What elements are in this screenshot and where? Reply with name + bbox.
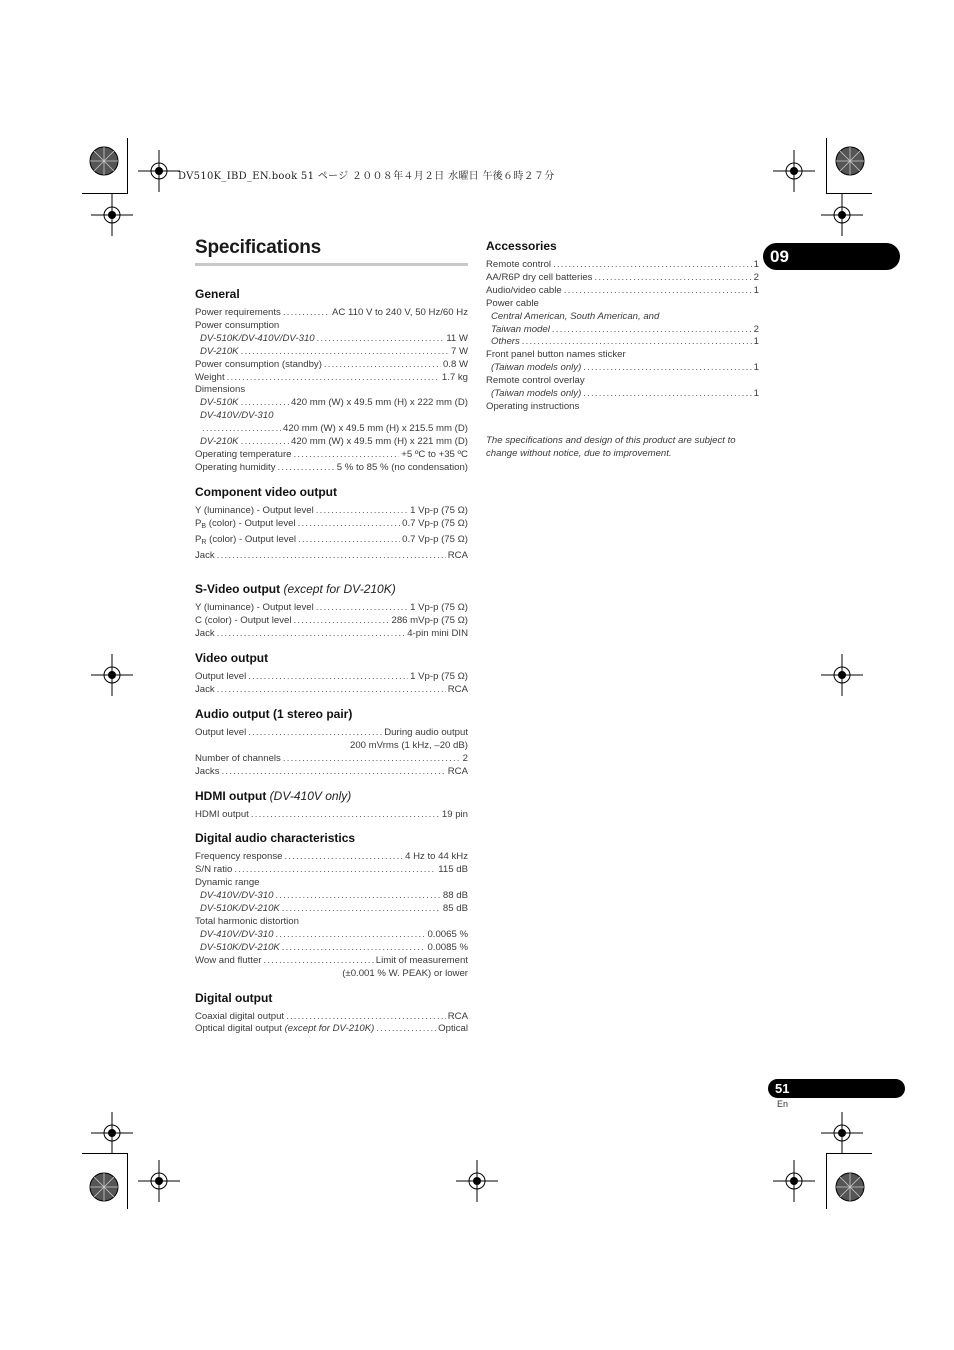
crop-line	[127, 138, 128, 194]
spec-value: 420 mm (W) x 49.5 mm (H) x 221 mm (D)	[291, 436, 468, 448]
crop-line	[127, 1153, 128, 1209]
spec-row	[195, 929, 468, 942]
spec-row	[195, 333, 468, 346]
spec-label: Coaxial digital output	[195, 1010, 285, 1022]
crosshair-mark-icon	[91, 194, 133, 236]
crop-line	[826, 138, 827, 194]
disclaimer-note: The specifications and design of this product are subject to change without notice, due to improvement.	[486, 434, 736, 460]
spec-row	[195, 766, 468, 779]
digital-audio-section	[195, 831, 468, 980]
crosshair-mark-icon	[138, 150, 180, 192]
spec-row	[486, 362, 759, 375]
spec-label: Output level	[195, 671, 247, 683]
leader-dots	[553, 259, 752, 272]
leader-dots	[241, 436, 289, 449]
model-label: DV-510K/DV-210K	[200, 941, 280, 953]
leader-dots	[284, 851, 403, 864]
spec-value: 420 mm (W) x 49.5 mm (H) x 215.5 mm (D)	[283, 423, 468, 435]
spec-value: 1	[753, 388, 759, 400]
spec-value: 7 W	[450, 345, 468, 357]
leader-dots	[248, 671, 408, 684]
section-heading: S-Video output (except for DV-210K)	[195, 582, 396, 597]
chapter-number: 09	[770, 247, 789, 266]
leader-dots	[217, 628, 405, 641]
spec-value: 19 pin	[441, 808, 468, 820]
spec-value: 2	[462, 752, 468, 764]
model-label: DV-410V/DV-310	[200, 890, 274, 902]
spec-row	[195, 449, 468, 462]
spec-row	[195, 851, 468, 864]
spec-value: RCA	[447, 684, 468, 696]
component-video-section	[195, 485, 468, 563]
model-label: DV-210K	[200, 345, 239, 357]
leader-dots	[222, 766, 446, 779]
leader-dots	[583, 362, 751, 375]
spec-label: Optical digital output (except for DV-210K)	[195, 1023, 375, 1035]
leader-dots	[294, 449, 400, 462]
leader-dots	[583, 388, 751, 401]
spec-qualifier: (except for DV-210K)	[284, 1023, 375, 1035]
leader-dots	[227, 372, 440, 385]
spec-row	[195, 615, 468, 628]
spec-label: Power consumption (standby)	[195, 358, 322, 370]
spec-label: Remote control overlay	[486, 375, 585, 387]
spec-row	[195, 684, 468, 697]
leader-dots	[241, 397, 289, 410]
spec-value: Optical	[438, 1023, 468, 1035]
spec-row	[195, 372, 468, 385]
crosshair-mark-icon	[773, 1160, 815, 1202]
spec-value: AC 110 V to 240 V, 50 Hz/60 Hz	[332, 307, 468, 318]
section-heading: HDMI output (DV-410V only)	[195, 788, 352, 803]
spec-value: 0.7 Vp-p (75 Ω)	[402, 517, 468, 529]
spec-label: Jacks	[195, 765, 220, 777]
spec-label: Dynamic range	[195, 877, 260, 889]
model-label: (Taiwan models only)	[491, 362, 582, 374]
video-output-section	[195, 651, 468, 697]
spec-label: Dimensions	[195, 384, 246, 396]
chapter-tab	[763, 243, 900, 270]
spec-row	[195, 955, 468, 968]
leader-dots	[522, 336, 752, 349]
spec-row	[486, 259, 759, 272]
spec-value: RCA	[447, 765, 468, 777]
spec-value: 0.8 W	[442, 358, 468, 370]
leader-dots	[275, 890, 441, 903]
leader-dots	[324, 359, 441, 372]
leader-dots	[282, 903, 441, 916]
spec-label: Power requirements	[195, 307, 281, 318]
spec-label: Output level	[195, 726, 247, 738]
registration-target-icon	[829, 1166, 871, 1208]
spec-value: 200 mVrms (1 kHz, –20 dB)	[349, 739, 468, 751]
spec-value: 0.0065 %	[427, 928, 468, 940]
model-label: DV-410V/DV-310	[200, 410, 274, 422]
spec-row	[195, 1023, 468, 1036]
spec-row	[486, 336, 759, 349]
section-heading: Component video output	[195, 484, 337, 499]
section-heading: Video output	[195, 651, 269, 666]
spec-label: Operating temperature	[195, 448, 292, 460]
spec-value: 88 dB	[442, 890, 468, 902]
spec-value: 4 Hz to 44 kHz	[405, 851, 468, 863]
spec-row	[195, 602, 468, 615]
spec-label: Audio/video cable	[486, 284, 562, 296]
leader-dots	[298, 518, 401, 531]
spec-label: Power cable	[486, 297, 539, 309]
spec-value: 1	[753, 259, 759, 270]
crosshair-mark-icon	[91, 1112, 133, 1154]
spec-label: $P_B$ (color) - Output level	[195, 517, 296, 530]
spec-label: AA/R6P dry cell batteries	[486, 271, 593, 283]
section-heading: Digital audio characteristics	[195, 831, 356, 846]
spec-label: Y (luminance) - Output level	[195, 504, 314, 516]
spec-value: 1 Vp-p (75 Ω)	[410, 671, 468, 683]
leader-dots	[283, 307, 330, 320]
model-label: Central American, South American, and	[491, 310, 660, 322]
spec-row	[486, 285, 759, 298]
leader-dots	[251, 809, 440, 822]
spec-row	[195, 534, 468, 550]
print-header-line: DV510K_IBD_EN.book 51 ページ ２００８年４月２日 水曜日 午後６時２７分	[178, 171, 555, 182]
leader-dots	[202, 423, 281, 436]
spec-value: 1 Vp-p (75 Ω)	[410, 602, 468, 614]
spec-value: 0.0085 %	[427, 941, 468, 953]
spec-row	[195, 423, 468, 436]
leader-dots	[316, 602, 408, 615]
spec-row	[195, 1011, 468, 1024]
spec-label: Wow and flutter	[195, 954, 262, 966]
title-rule	[195, 263, 468, 266]
crop-line	[826, 1153, 872, 1154]
spec-value: 2	[753, 271, 759, 283]
spec-label: Weight	[195, 371, 225, 383]
crosshair-mark-icon	[138, 1160, 180, 1202]
spec-value: 0.7 Vp-p (75 Ω)	[402, 533, 468, 545]
crosshair-mark-icon	[456, 1160, 498, 1202]
section-heading: Accessories	[486, 239, 557, 253]
registration-target-icon	[83, 140, 125, 182]
specs-right-column	[486, 239, 759, 460]
audio-output-section	[195, 707, 468, 779]
spec-value: 115 dB	[438, 864, 468, 876]
spec-row	[195, 671, 468, 684]
leader-dots	[234, 864, 436, 877]
leader-dots	[552, 324, 752, 337]
model-label: DV-210K	[200, 436, 239, 448]
crop-line	[826, 193, 872, 194]
crosshair-mark-icon	[91, 654, 133, 696]
spec-row	[486, 388, 759, 401]
section-qualifier: (DV-410V only)	[269, 788, 352, 803]
spec-row	[195, 346, 468, 359]
general-section	[195, 287, 468, 475]
crop-line	[82, 193, 128, 194]
registration-target-icon	[83, 1166, 125, 1208]
spec-row	[195, 809, 468, 822]
spec-row	[195, 359, 468, 372]
leader-dots	[263, 955, 373, 968]
section-heading: Digital output	[195, 990, 273, 1005]
section-heading: General	[195, 287, 240, 301]
spec-label: Operating humidity	[195, 461, 276, 473]
spec-value: RCA	[447, 1010, 468, 1022]
spec-value: 420 mm (W) x 49.5 mm (H) x 222 mm (D)	[291, 397, 468, 409]
spec-row	[195, 307, 468, 320]
spec-value: +5 ºC to +35 ºC	[401, 448, 468, 460]
model-label: DV-510K	[200, 397, 239, 409]
model-label: Taiwan model	[491, 323, 550, 335]
leader-dots	[317, 333, 445, 346]
registration-target-icon	[829, 140, 871, 182]
spec-value: 1	[753, 336, 759, 348]
accessories-section	[486, 239, 759, 414]
spec-row	[195, 753, 468, 766]
spec-label: Power consumption	[195, 319, 280, 331]
hdmi-output-section	[195, 789, 468, 822]
spec-value: 286 mVp-p (75 Ω)	[391, 615, 468, 627]
spec-label: $P_R$ (color) - Output level	[195, 533, 297, 546]
spec-label: Y (luminance) - Output level	[195, 602, 314, 614]
leader-dots	[283, 753, 461, 766]
spec-value: 4-pin mini DIN	[407, 628, 468, 640]
leader-dots	[594, 272, 751, 285]
crosshair-mark-icon	[773, 150, 815, 192]
spec-row	[486, 324, 759, 337]
crop-line	[82, 1153, 128, 1154]
spec-label: Remote control	[486, 259, 552, 270]
section-qualifier: (except for DV-210K)	[283, 582, 396, 597]
spec-label: Jack	[195, 628, 215, 640]
spec-label: S/N ratio	[195, 864, 233, 876]
spec-label: Front panel button names sticker	[486, 349, 626, 361]
crosshair-mark-icon	[821, 194, 863, 236]
spec-row	[486, 272, 759, 285]
leader-dots	[217, 550, 446, 563]
page-title: Specifications	[195, 237, 322, 258]
spec-label: Operating instructions	[486, 400, 580, 412]
spec-value: 1	[753, 362, 759, 374]
spec-label: Total harmonic distortion	[195, 916, 299, 927]
spec-row	[195, 505, 468, 518]
spec-value: Limit of measurement	[375, 954, 468, 966]
section-heading: Audio output (1 stereo pair)	[195, 706, 353, 721]
leader-dots	[294, 615, 390, 628]
spec-row	[195, 968, 468, 981]
page-number: 51	[775, 1081, 790, 1096]
spec-label: Jack	[195, 549, 215, 561]
leader-dots	[298, 534, 400, 547]
leader-dots	[286, 1011, 446, 1024]
spec-label: Frequency response	[195, 851, 283, 863]
leader-dots	[217, 684, 446, 697]
leader-dots	[275, 929, 425, 942]
model-label: DV-410V/DV-310	[200, 928, 274, 940]
spec-value: 1.7 kg	[441, 371, 468, 383]
model-label: DV-510K/DV-210K	[200, 903, 280, 915]
leader-dots	[282, 942, 426, 955]
digital-output-section	[195, 991, 468, 1037]
spec-label: C (color) - Output level	[195, 615, 292, 627]
spec-row	[195, 397, 468, 410]
spec-row	[195, 436, 468, 449]
spec-value: 2	[753, 323, 759, 335]
leader-dots	[376, 1023, 436, 1036]
crop-line	[826, 1153, 827, 1209]
leader-dots	[248, 727, 382, 740]
crosshair-mark-icon	[821, 1112, 863, 1154]
spec-value: (±0.001 % W. PEAK) or lower	[342, 967, 468, 979]
spec-row	[195, 518, 468, 534]
language-label: En	[777, 1099, 789, 1109]
spec-row	[195, 890, 468, 903]
svideo-section	[195, 582, 468, 641]
specs-left-column	[195, 287, 468, 1046]
leader-dots	[278, 462, 335, 475]
spec-label: Jack	[195, 684, 215, 696]
leader-dots	[564, 285, 752, 298]
model-label: (Taiwan models only)	[491, 388, 582, 400]
spec-row	[195, 740, 468, 753]
spec-row	[195, 903, 468, 916]
spec-value: RCA	[447, 549, 468, 561]
spec-value: 11 W	[446, 332, 468, 344]
spec-row	[195, 942, 468, 955]
spec-label: Number of channels	[195, 752, 281, 764]
spec-row	[195, 727, 468, 740]
spec-value: 1	[753, 284, 759, 296]
spec-row	[195, 550, 468, 563]
spec-label: HDMI output	[195, 808, 249, 820]
spec-value: 1 Vp-p (75 Ω)	[410, 504, 468, 516]
spec-row	[195, 462, 468, 475]
spec-value: 85 dB	[442, 903, 468, 915]
spec-row	[195, 628, 468, 641]
spec-value: During audio output	[384, 726, 468, 738]
model-label: DV-510K/DV-410V/DV-310	[200, 332, 315, 344]
crosshair-mark-icon	[821, 654, 863, 696]
leader-dots	[316, 505, 408, 518]
model-label: Others	[491, 336, 520, 348]
spec-row	[195, 864, 468, 877]
spec-value: 5 % to 85 % (no condensation)	[336, 461, 468, 473]
leader-dots	[241, 346, 449, 359]
page-number-tab	[768, 1079, 905, 1098]
